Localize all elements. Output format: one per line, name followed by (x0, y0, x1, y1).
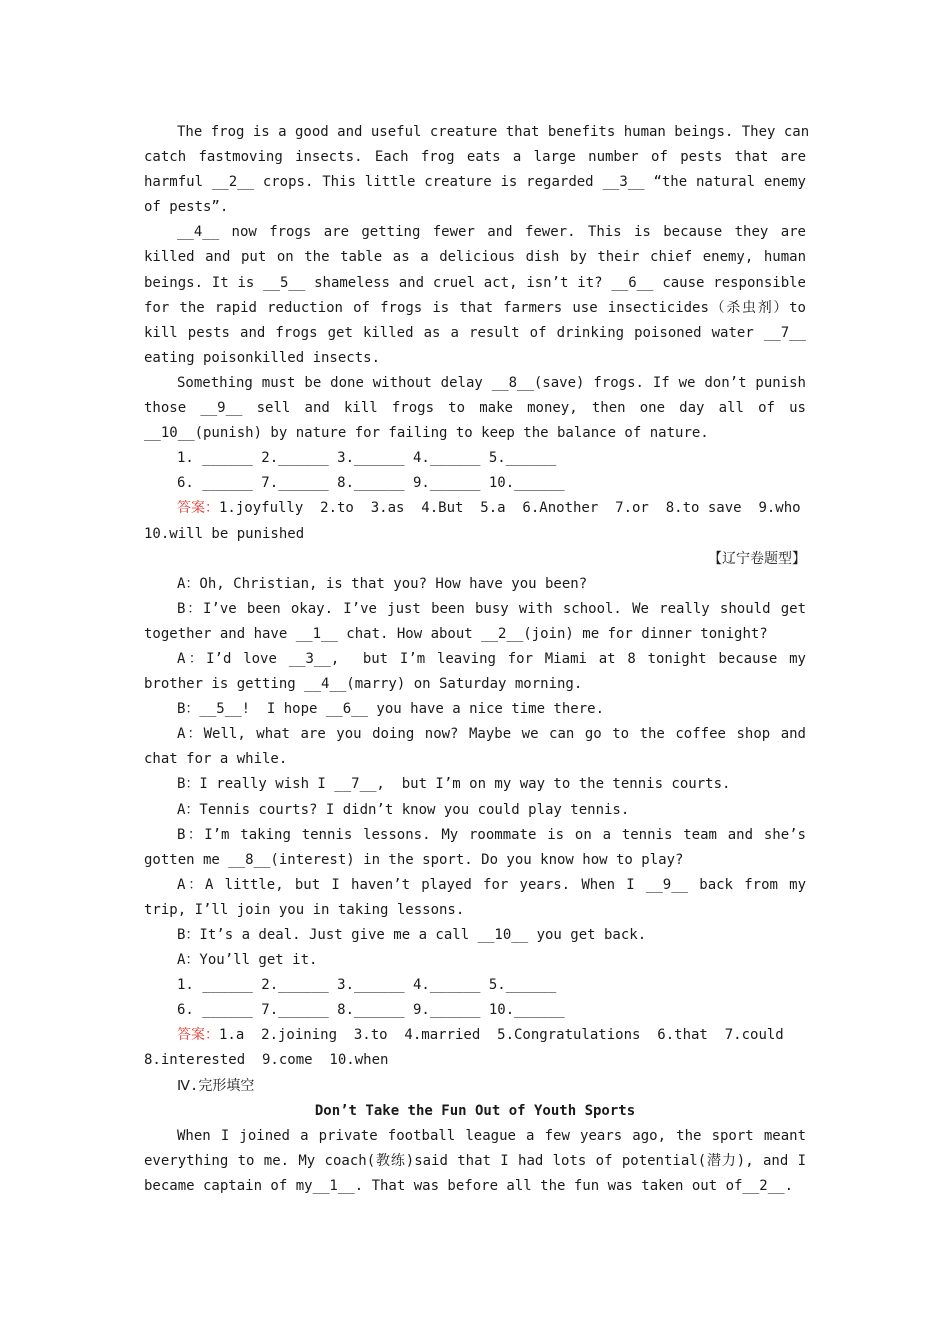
frog-passage-line: harmful __2__ crops. This little creature is regarded __3__ “the natural enemy (144, 174, 806, 191)
dialogue-line: brother is getting __4__(marry) on Saturday morning. (144, 676, 583, 693)
answer-blanks-row: 1. ______ 2.______ 3.______ 4.______ 5.______ (177, 977, 557, 994)
dialogue-line: A：Well, what are you doing now? Maybe we can go to the coffee shop and (177, 726, 806, 743)
dialogue-line: B：I’ve been okay. I’ve just been busy with school. We really should get (177, 600, 806, 617)
cloze-passage-line: everything to me. My coach(教练)said that I had lots of potential(潜力), and I (144, 1152, 806, 1169)
answer-key-line (144, 1023, 806, 1048)
dialogue-line: gotten me __8__(interest) in the sport. Do you know how to play? (144, 851, 684, 868)
frog-passage-line: beings. It is __5__ shameless and cruel act, isn’t it? __6__ cause responsible (144, 274, 806, 291)
dialogue-line: A：You’ll get it. (177, 952, 318, 969)
dialogue-line: trip, I’ll join you in taking lessons. (144, 901, 465, 918)
answer-values: 1.joyfully 2.to 3.as 4.But 5.a 6.Another 7.or 8.to save 9.who (219, 500, 801, 517)
answer-label: 答案： (177, 500, 219, 517)
answer-label: 答案： (177, 1027, 219, 1044)
section-heading: Ⅳ.完形填空 (177, 1077, 255, 1094)
frog-passage-line: killed and put on the table as a delicious dish by their chief enemy, human (144, 249, 806, 266)
frog-passage-line: __4__ now frogs are getting fewer and fewer. This is because they are (177, 224, 806, 241)
dialogue-line: chat for a while. (144, 751, 288, 768)
answer-values: 1.a 2.joining 3.to 4.married 5.Congratulations 6.that 7.could (219, 1027, 784, 1044)
dialogue-line: A：Oh, Christian, is that you? How have you been? (177, 575, 588, 592)
answer-blanks-row: 1. ______ 2.______ 3.______ 4.______ 5.______ (177, 450, 557, 467)
answer-key-line: 8.interested 9.come 10.when (144, 1052, 389, 1069)
dialogue-line: B：I’m taking tennis lessons. My roommate is on a tennis team and she’s (177, 826, 806, 843)
frog-passage-line: those __9__ sell and kill frogs to make money, then one day all of us (144, 400, 806, 417)
dialogue-line: B：I really wish I __7__, but I’m on my way to the tennis courts. (177, 776, 731, 793)
dialogue-line: A：I’d love __3__, but I’m leaving for Miami at 8 tonight because my (177, 650, 806, 667)
dialogue-line: together and have __1__ chat. How about __2__(join) me for dinner tonight? (144, 625, 768, 642)
answer-blanks-row: 6. ______ 7.______ 8.______ 9.______ 10.______ (177, 1002, 565, 1019)
cloze-passage-line: When I joined a private football league a few years ago, the sport meant (177, 1127, 806, 1144)
dialogue-line: B：__5__! I hope __6__ you have a nice time there. (177, 701, 605, 718)
frog-passage-line: Something must be done without delay __8__(save) frogs. If we don’t punish (177, 374, 806, 391)
dialogue-line: A：Tennis courts? I didn’t know you could play tennis. (177, 801, 630, 818)
frog-passage-line: of pests”. (144, 199, 229, 216)
answer-key-line (144, 496, 806, 521)
dialogue-line: B：It’s a deal. Just give me a call __10__ you get back. (177, 927, 647, 943)
section-tag: 【辽宁卷题型】 (708, 550, 806, 567)
document-page (144, 120, 810, 1199)
dialogue-line: A：A little, but I haven’t played for years. When I __9__ back from my (177, 876, 806, 893)
answer-key-line: 10.will be punished (144, 525, 305, 542)
frog-passage-line: catch fastmoving insects. Each frog eats a large number of pests that are (144, 149, 806, 166)
frog-passage-line: eating poisonkilled insects. (144, 349, 381, 366)
frog-passage-line: for the rapid reduction of frogs is that farmers use insecticides（杀虫剂）to (144, 299, 806, 316)
answer-blanks-row: 6. ______ 7.______ 8.______ 9.______ 10.______ (177, 475, 565, 492)
frog-passage-line: __10__(punish) by nature for failing to keep the balance of nature. (144, 425, 709, 442)
frog-passage-line: The frog is a good and useful creature that benefits human beings. They can (177, 124, 810, 140)
passage-title: Don’t Take the Fun Out of Youth Sports (314, 1102, 636, 1119)
frog-passage-line: kill pests and frogs get killed as a result of drinking poisoned water __7__ (144, 324, 806, 341)
cloze-passage-line: became captain of my__1__. That was before all the fun was taken out of__2__. (144, 1177, 794, 1194)
